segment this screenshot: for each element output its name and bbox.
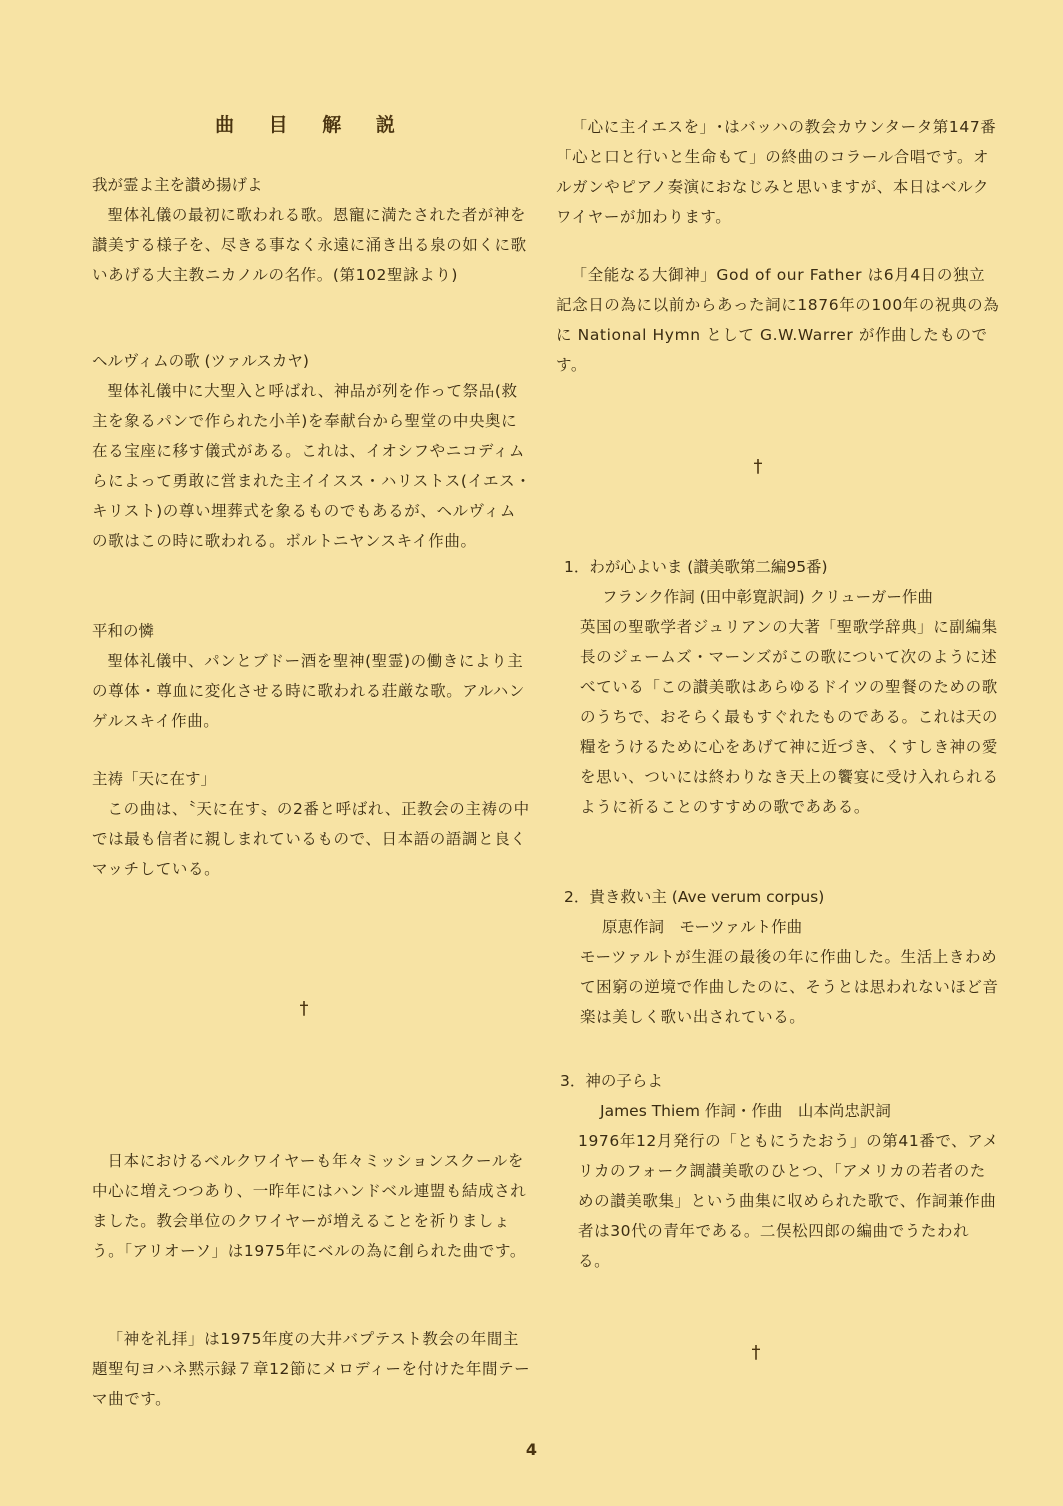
item-body: 英国の聖歌学者ジュリアンの大著「聖歌学辞典」に副編集長のジェームズ・マーンズがこの歌について次のように述べている「この讃美歌はあらゆるドイツの聖餐のための歌のうちで、おそらく最もすぐれたものである。これは天の糧をうけるために心をあげて神に近づき、くすしき神の愛を思い、ついには終わりなき天上の饗宴に受け入れられるように祈ることのすすめの歌であある。 <box>580 618 999 816</box>
page-title: 曲 目 解 説 <box>215 114 409 136</box>
item-heading: 1．わが心よいま (讃美歌第二編95番) <box>564 558 828 576</box>
section-heading: ヘルヴィムの歌 (ツァルスカヤ) <box>92 352 309 370</box>
section-body: この曲は、〝天に在す〟の2番と呼ばれ、正教会の主祷の中では最も信者に親しまれているもので、日本語の語調と良くマッチしている。 <box>92 800 530 878</box>
item-credit: James Thiem 作詞・作曲 山本尚忠訳詞 <box>600 1102 891 1120</box>
section-magnificat <box>92 170 532 290</box>
section-national-hymn <box>556 260 1001 380</box>
section-worship-god <box>92 1324 532 1414</box>
section-heading: 平和の憐 <box>92 622 155 640</box>
section-body: 「心に主イエスを」･はバッハの教会カウンタータ第147番「心と口と行いと生命もて」の終曲のコラール合唱です。オルガンやピアノ奏演におなじみと思いますが、本日はベルクワイヤーが加わります。 <box>556 118 997 226</box>
section-heading: 主祷「天に在す」 <box>92 770 217 788</box>
program-item-2 <box>564 882 1001 1032</box>
section-bach <box>556 112 1001 232</box>
item-heading: 2．貴き救い主 (Ave verum corpus) <box>564 888 825 906</box>
section-lords-prayer <box>92 764 532 884</box>
page-number: 4 <box>525 1440 538 1459</box>
section-body: 「全能なる大御神」God of our Father は6月4日の独立記念日の為に以前からあった詞に1876年の100年の祝典の為に National Hymn として G.W.Warrer が作曲したものです。 <box>556 266 1000 374</box>
item-credit: 原恵作詞 モーツァルト作曲 <box>602 918 803 936</box>
section-body: 聖体礼儀の最初に歌われる歌。恩寵に満たされた者が神を讃美する様子を、尽きる事なく永遠に涌き出る泉の如くに歌いあげる大主教ニカノルの名作。(第102聖詠より) <box>92 206 527 284</box>
cross-symbol: † <box>299 998 309 1019</box>
section-bell-choir <box>92 1146 532 1266</box>
section-body: 日本におけるベルクワイヤーも年々ミッションスクールを中心に増えつつあり、一昨年にはハンドベル連盟も結成されました。教会単位のクワイヤーが増えることを祈りましょう。「アリオーソ」は1975年にベルの為に創られた曲です。 <box>92 1152 527 1260</box>
cross-symbol: † <box>751 1342 761 1363</box>
item-body: モーツァルトが生涯の最後の年に作曲した。生活上きわめて困窮の逆境で作曲したのに、そうとは思われないほど音楽は美しく歌い出されている。 <box>580 948 999 1026</box>
section-body: 聖体礼儀中、パンとブドー酒を聖神(聖霊)の働きにより主の尊体・尊血に変化させる時に歌われる荘厳な歌。アルハンゲルスキイ作曲。 <box>92 652 525 730</box>
item-credit: フランク作詞 (田中彰寛訳詞) クリューガー作曲 <box>602 588 933 606</box>
program-item-1 <box>564 552 1001 822</box>
item-heading: 3．神の子らよ <box>560 1072 663 1090</box>
item-body: 1976年12月発行の「ともにうたおう」の第41番で、アメリカのフォーク調讃美歌のひとつ、「アメリカの若者のための讃美歌集」という曲集に収められた歌で、作詞兼作曲者は30代の青年である。二俣松四郎の編曲でうたわれる。 <box>578 1132 999 1270</box>
section-cherubic-hymn <box>92 346 532 556</box>
section-mercy-of-peace <box>92 616 532 736</box>
section-body: 「神を礼拝」は1975年度の大井バプテスト教会の年間主題聖句ヨハネ黙示録７章12節にメロディーを付けた年間テーマ曲です。 <box>92 1330 531 1408</box>
program-item-3 <box>560 1066 1001 1276</box>
cross-symbol: † <box>753 456 763 477</box>
section-heading: 我が霊よ主を讃め揚げよ <box>92 176 263 194</box>
section-body: 聖体礼儀中に大聖入と呼ばれ、神品が列を作って祭品(救主を象るパンで作られた小羊)を奉献台から聖堂の中央奥に在る宝座に移す儀式がある。これは、イオシフやニコディムらによって勇敢に営まれた主イイスス・ハリストス(イエス・キリスト)の尊い埋葬式を象るものでもあるが、ヘルヴィムの歌はこの時に歌われる。ボルトニヤンスキイ作曲。 <box>92 382 532 550</box>
